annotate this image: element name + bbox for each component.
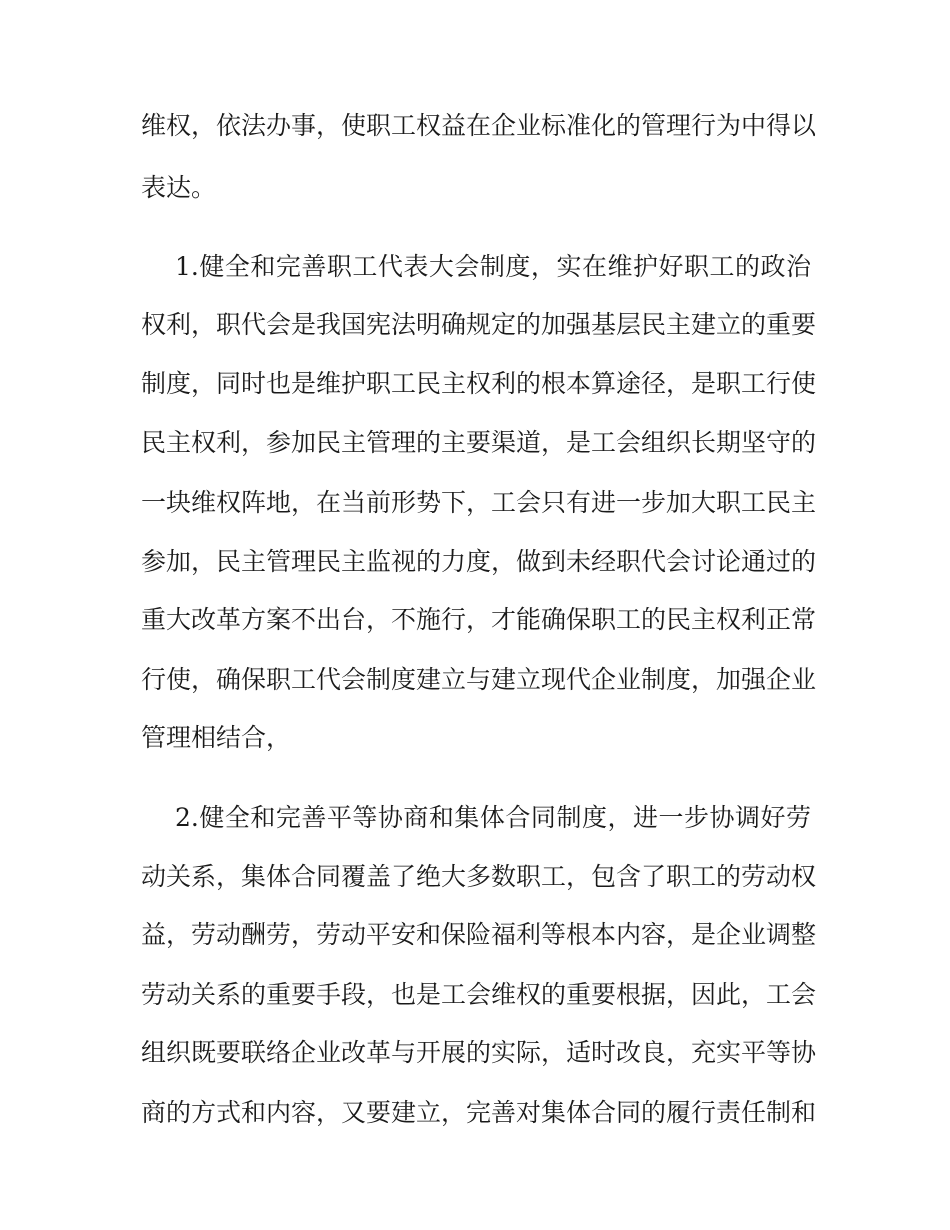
text-line: 重大改革方案不出台，不施行，才能确保职工的民主权利正常 — [141, 605, 817, 634]
text-line: 行使，确保职工代会制度建立与建立现代企业制度，加强企业 — [141, 665, 817, 694]
paragraph-1-first-line: 1.健全和完善职工代表大会制度，实在维护好职工的政治 — [175, 252, 811, 281]
text-line: 维权，依法办事，使职工权益在企业标准化的管理行为中得以 — [141, 111, 817, 140]
text-line: 权利，职代会是我国宪法明确规定的加强基层民主建立的重要 — [141, 310, 817, 339]
text-line: 一块维权阵地，在当前形势下，工会只有进一步加大职工民主 — [141, 488, 817, 517]
text-line: 民主权利，参加民主管理的主要渠道，是工会组织长期坚守的 — [141, 428, 817, 457]
text-line: 劳动关系的重要手段，也是工会维权的重要根据，因此，工会 — [141, 980, 817, 1009]
paragraph-2-first-line: 2.健全和完善平等协商和集体合同制度，进一步协调好劳 — [175, 803, 811, 832]
text-line: 表达。 — [141, 173, 217, 202]
text-line: 组织既要联络企业改革与开展的实际，适时改良，充实平等协 — [141, 1038, 817, 1067]
text-line: 参加，民主管理民主监视的力度，做到未经职代会讨论通过的 — [141, 547, 817, 576]
text-line: 动关系，集体合同覆盖了绝大多数职工，包含了职工的劳动权 — [141, 862, 817, 891]
text-line: 益，劳动酬劳，劳动平安和保险福利等根本内容，是企业调整 — [141, 920, 817, 949]
text-line: 制度，同时也是维护职工民主权利的根本算途径，是职工行使 — [141, 369, 817, 398]
text-line: 商的方式和内容，又要建立，完善对集体合同的履行责任制和 — [141, 1098, 817, 1127]
text-line: 管理相结合， — [141, 723, 292, 752]
